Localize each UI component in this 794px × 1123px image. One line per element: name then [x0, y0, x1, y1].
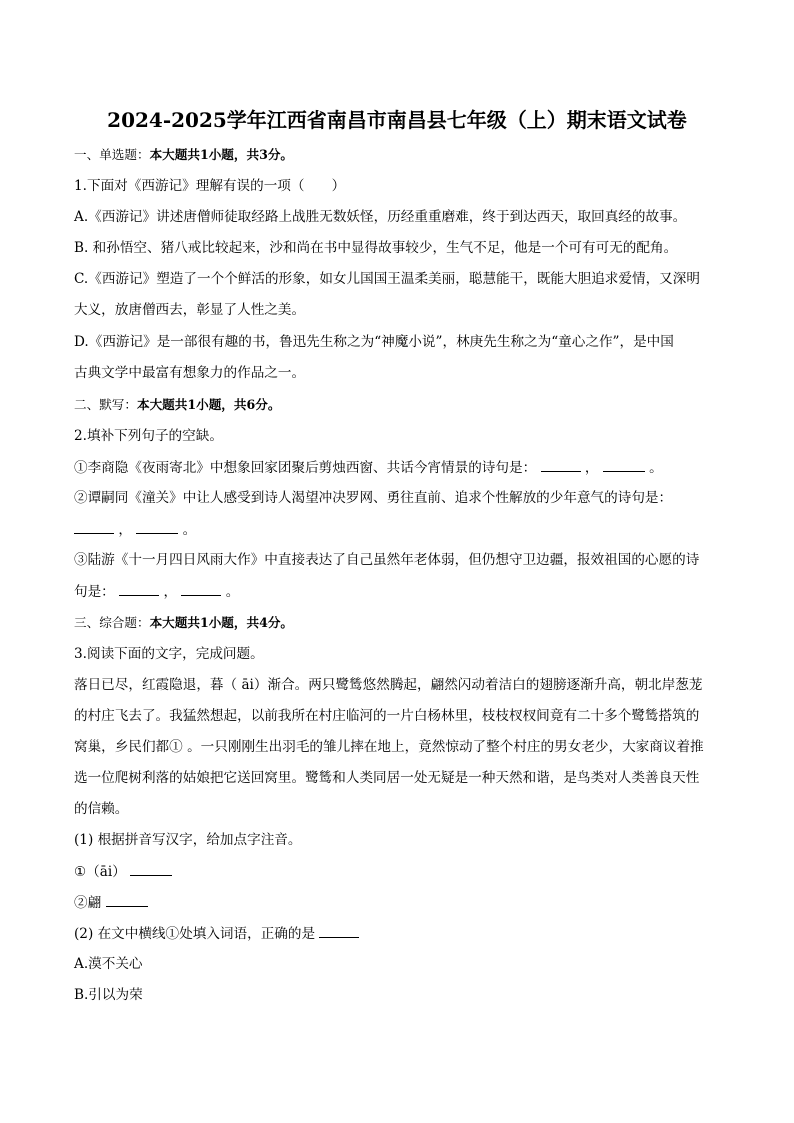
answer-blank[interactable]: [130, 862, 172, 876]
q3-stem: 3.阅读下面的文字，完成问题。: [74, 646, 264, 662]
q3-option-b: B.引以为荣: [74, 987, 143, 1003]
section-2-prefix: 二、默写：: [74, 397, 137, 412]
q3-sub1-a: [74, 862, 172, 881]
comma: ，: [118, 522, 132, 538]
q2-sentence-2-blanks: [74, 520, 196, 539]
section-3-heading: [74, 614, 293, 632]
section-1-heading: [74, 146, 293, 164]
q1-option-c-line2: 大义，放唐僧西去，彰显了人性之美。: [74, 302, 306, 318]
section-1-info: 本大题共1小题，共3分。: [149, 147, 294, 162]
q3-passage-line2: 的村庄飞去了。我猛然想起，以前我所在村庄临河的一片白杨林里，枝枝杈杈间竟有二十多个鹭鸶搭筑的: [74, 708, 700, 724]
answer-blank[interactable]: [181, 582, 221, 596]
q2-sentence-3: ③陆游《十一月四日风雨大作》中直接表达了自己虽然年老体弱，但仍想守卫边疆，报效祖国的心愿的诗: [74, 552, 700, 568]
q1-option-c-line1: C.《西游记》塑造了一个个鲜活的形象，如女儿国国王温柔美丽，聪慧能干，既能大胆追求爱情，又深明: [74, 271, 700, 287]
q3-sub2-text: (2) 在文中横线①处填入词语，正确的是: [74, 926, 316, 942]
q2-s1-text: ①李商隐《夜雨寄北》中想象回家团聚后剪烛西窗、共话今宵情景的诗句是：: [74, 460, 537, 476]
q3-passage-line5: 的信赖。: [74, 801, 129, 817]
section-3-prefix: 三、综合题：: [74, 615, 150, 630]
q3-sub1-a-label: ①（āi）: [74, 864, 126, 880]
q1-option-a: A.《西游记》讲述唐僧师徒取经路上战胜无数妖怪，历经重重磨难，终于到达西天，取回真经的故事。: [74, 209, 687, 225]
q2-sentence-1: [74, 458, 663, 477]
section-2-heading: [74, 396, 280, 414]
section-2-info: 本大题共1小题，共6分。: [136, 397, 281, 412]
q3-sub1: (1) 根据拼音写汉字，给加点字注音。: [74, 832, 302, 848]
q3-passage-line3: 窝巢，乡民们都① 。一只刚刚生出羽毛的雏儿摔在地上，竟然惊动了整个村庄的男女老少，大家商议着推: [74, 739, 704, 755]
q3-sub1-b-label: ②翩: [74, 895, 102, 911]
q2-s3-text2: 句是：: [74, 584, 115, 600]
answer-blank[interactable]: [319, 924, 359, 938]
page-title: 2024-2025学年江西省南昌市南昌县七年级（上）期末语文试卷: [107, 108, 687, 132]
q3-sub1-b: [74, 893, 148, 912]
comma: ，: [584, 460, 599, 476]
period: 。: [182, 522, 197, 538]
section-3-info: 本大题共1小题，共4分。: [149, 615, 294, 630]
section-1-prefix: 一、单选题：: [74, 147, 150, 162]
q3-passage-line1: 落日已尽，红霞隐退，暮（ āi）渐合。两只鹭鸶悠然腾起，翩然闪动着洁白的翅膀逐渐升高，朝北岸葱茏: [74, 677, 703, 693]
period: 。: [649, 460, 663, 476]
q2-stem: 2.填补下列句子的空缺。: [74, 428, 223, 444]
q2-sentence-3-line2: [74, 582, 239, 601]
answer-blank[interactable]: [106, 893, 148, 907]
q1-option-d-line1: D.《西游记》是一部很有趣的书，鲁迅先生称之为“神魔小说”，林庚先生称之为“童心之作”，是中国: [74, 334, 674, 350]
q2-sentence-2: ②谭嗣同《潼关》中让人感受到诗人渴望冲决罗网、勇往直前、追求个性解放的少年意气的诗句是：: [74, 490, 673, 506]
q3-sub2: [74, 924, 359, 943]
q1-option-b: B. 和孙悟空、猪八戒比较起来，沙和尚在书中显得故事较少，生气不足，他是一个可有可无的配角。: [74, 240, 678, 256]
answer-blank[interactable]: [603, 458, 645, 472]
answer-blank[interactable]: [74, 520, 114, 534]
comma: ，: [163, 584, 178, 600]
q1-stem: 1.下面对《西游记》理解有误的一项（ ）: [74, 178, 346, 194]
q3-passage-line4: 选一位爬树利落的姑娘把它送回窝里。鹭鸶和人类同居一处无疑是一种天然和谐，是鸟类对人类善良天性: [74, 770, 700, 786]
q1-option-d-line2: 古典文学中最富有想象力的作品之一。: [74, 365, 306, 381]
q3-option-a: A.漠不关心: [74, 956, 143, 972]
answer-blank[interactable]: [136, 520, 178, 534]
answer-blank[interactable]: [119, 582, 159, 596]
answer-blank[interactable]: [541, 458, 581, 472]
period: 。: [225, 584, 240, 600]
